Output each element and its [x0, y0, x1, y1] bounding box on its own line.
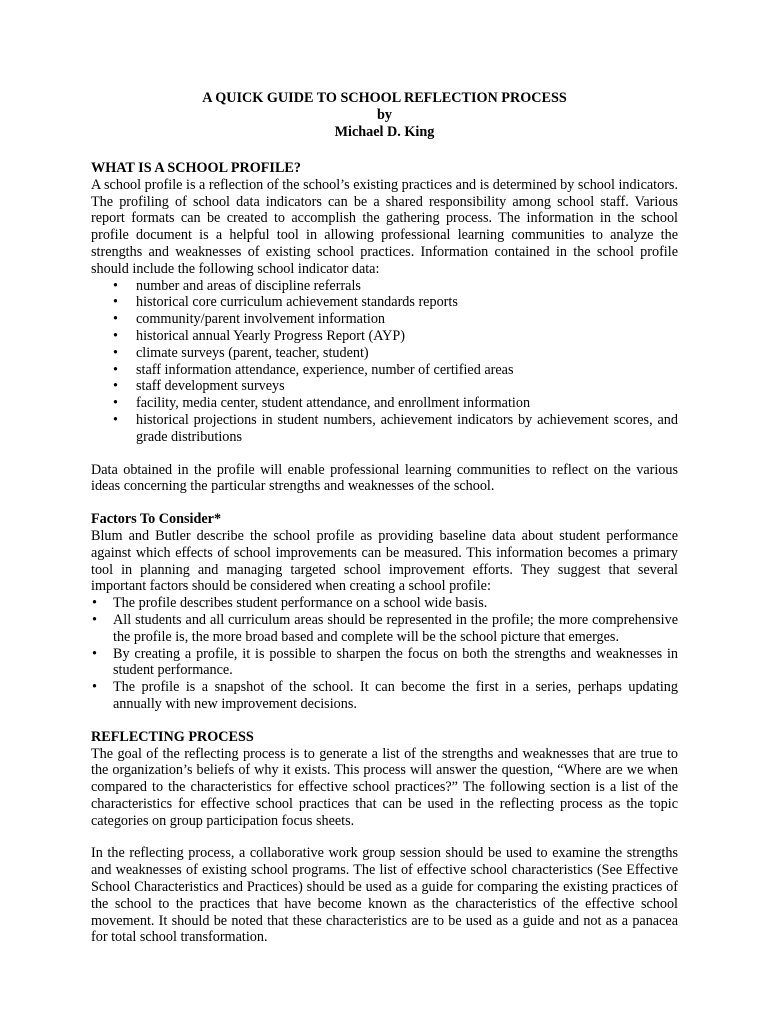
- reflecting-paragraph-1: The goal of the reflecting process is to generate a list of the strengths and weaknesses that are true to the organization’s beliefs of why it exists. This process will answer the question, “Where are we when compared to the characteristics for effective school practices?” The following section is a list of the characteristics for effective school practices that can be used in the reflecting process as the topic categories on group participation focus sheets.: [91, 745, 678, 829]
- list-item: • staff development surveys: [91, 378, 678, 395]
- byline: by: [377, 107, 392, 123]
- list-item: • number and areas of discipline referrals: [91, 278, 678, 295]
- profile-closing-paragraph: Data obtained in the profile will enable professional learning communities to reflect on the various ideas concerning the particular strengths and weaknesses of the school.: [91, 461, 678, 495]
- section-heading-reflecting: REFLECTING PROCESS: [91, 728, 254, 745]
- list-item: • historical annual Yearly Progress Report (AYP): [91, 328, 678, 345]
- list-item: • historical core curriculum achievement standards reports: [91, 294, 678, 311]
- reflecting-paragraph-2: In the reflecting process, a collaborative work group session should be used to examine the strengths and weaknesses of existing school programs. The list of effective school characteristics (See Effective School Characteristics and Practices) should be used as a guide for comparing the existing practices of the school to the practices that have become known as the characteristics of the effective school movement. It should be noted that these characteristics are to be used as a guide and not as a panacea for total school transformation.: [91, 845, 678, 946]
- list-item: • The profile is a snapshot of the school. It can become the first in a series, perhaps updating annually with new improvement decisions.: [91, 679, 678, 713]
- list-item: • By creating a profile, it is possible to sharpen the focus on both the strengths and weaknesses in student performance.: [91, 646, 678, 680]
- school-profile-paragraph: A school profile is a reflection of the school’s existing practices and is determined by school indicators. The profiling of school data indicators can be a shared responsibility among school staff. Various report formats can be created to accomplish the gathering process. The information in the school profile document is a helpful tool in allowing professional learning communities to analyze the strengths and weaknesses of existing school practices. Information contained in the school profile should include the following school indicator data:: [91, 176, 678, 277]
- document-title: A QUICK GUIDE TO SCHOOL REFLECTION PROCESS: [202, 90, 567, 106]
- list-item: • facility, media center, student attendance, and enrollment information: [91, 395, 678, 412]
- section-heading-factors: Factors To Consider*: [91, 511, 222, 528]
- list-item: • staff information attendance, experience, number of certified areas: [91, 362, 678, 379]
- author-name: Michael D. King: [334, 124, 435, 140]
- section-heading-school-profile: WHAT IS A SCHOOL PROFILE?: [91, 160, 301, 176]
- list-item: • climate surveys (parent, teacher, student): [91, 345, 678, 362]
- indicator-list: [91, 278, 678, 446]
- factors-paragraph: Blum and Butler describe the school profile as providing baseline data about student performance against which effects of school improvements can be measured. This information becomes a primary tool in planning and managing targeted school improvement efforts. They suggest that several important factors should be considered when creating a school profile:: [91, 527, 678, 595]
- list-item: • community/parent involvement information: [91, 311, 678, 328]
- list-item: • All students and all curriculum areas should be represented in the profile; the more comprehensive the profile is, the more broad based and complete will be the school picture that emerges.: [91, 612, 678, 646]
- list-item: • historical projections in student numbers, achievement indicators by achievement scores, and grade distributions: [91, 412, 678, 446]
- title-block: [91, 90, 678, 141]
- document-body: [91, 90, 678, 946]
- factors-list: [91, 595, 678, 713]
- list-item: • The profile describes student performance on a school wide basis.: [91, 595, 678, 612]
